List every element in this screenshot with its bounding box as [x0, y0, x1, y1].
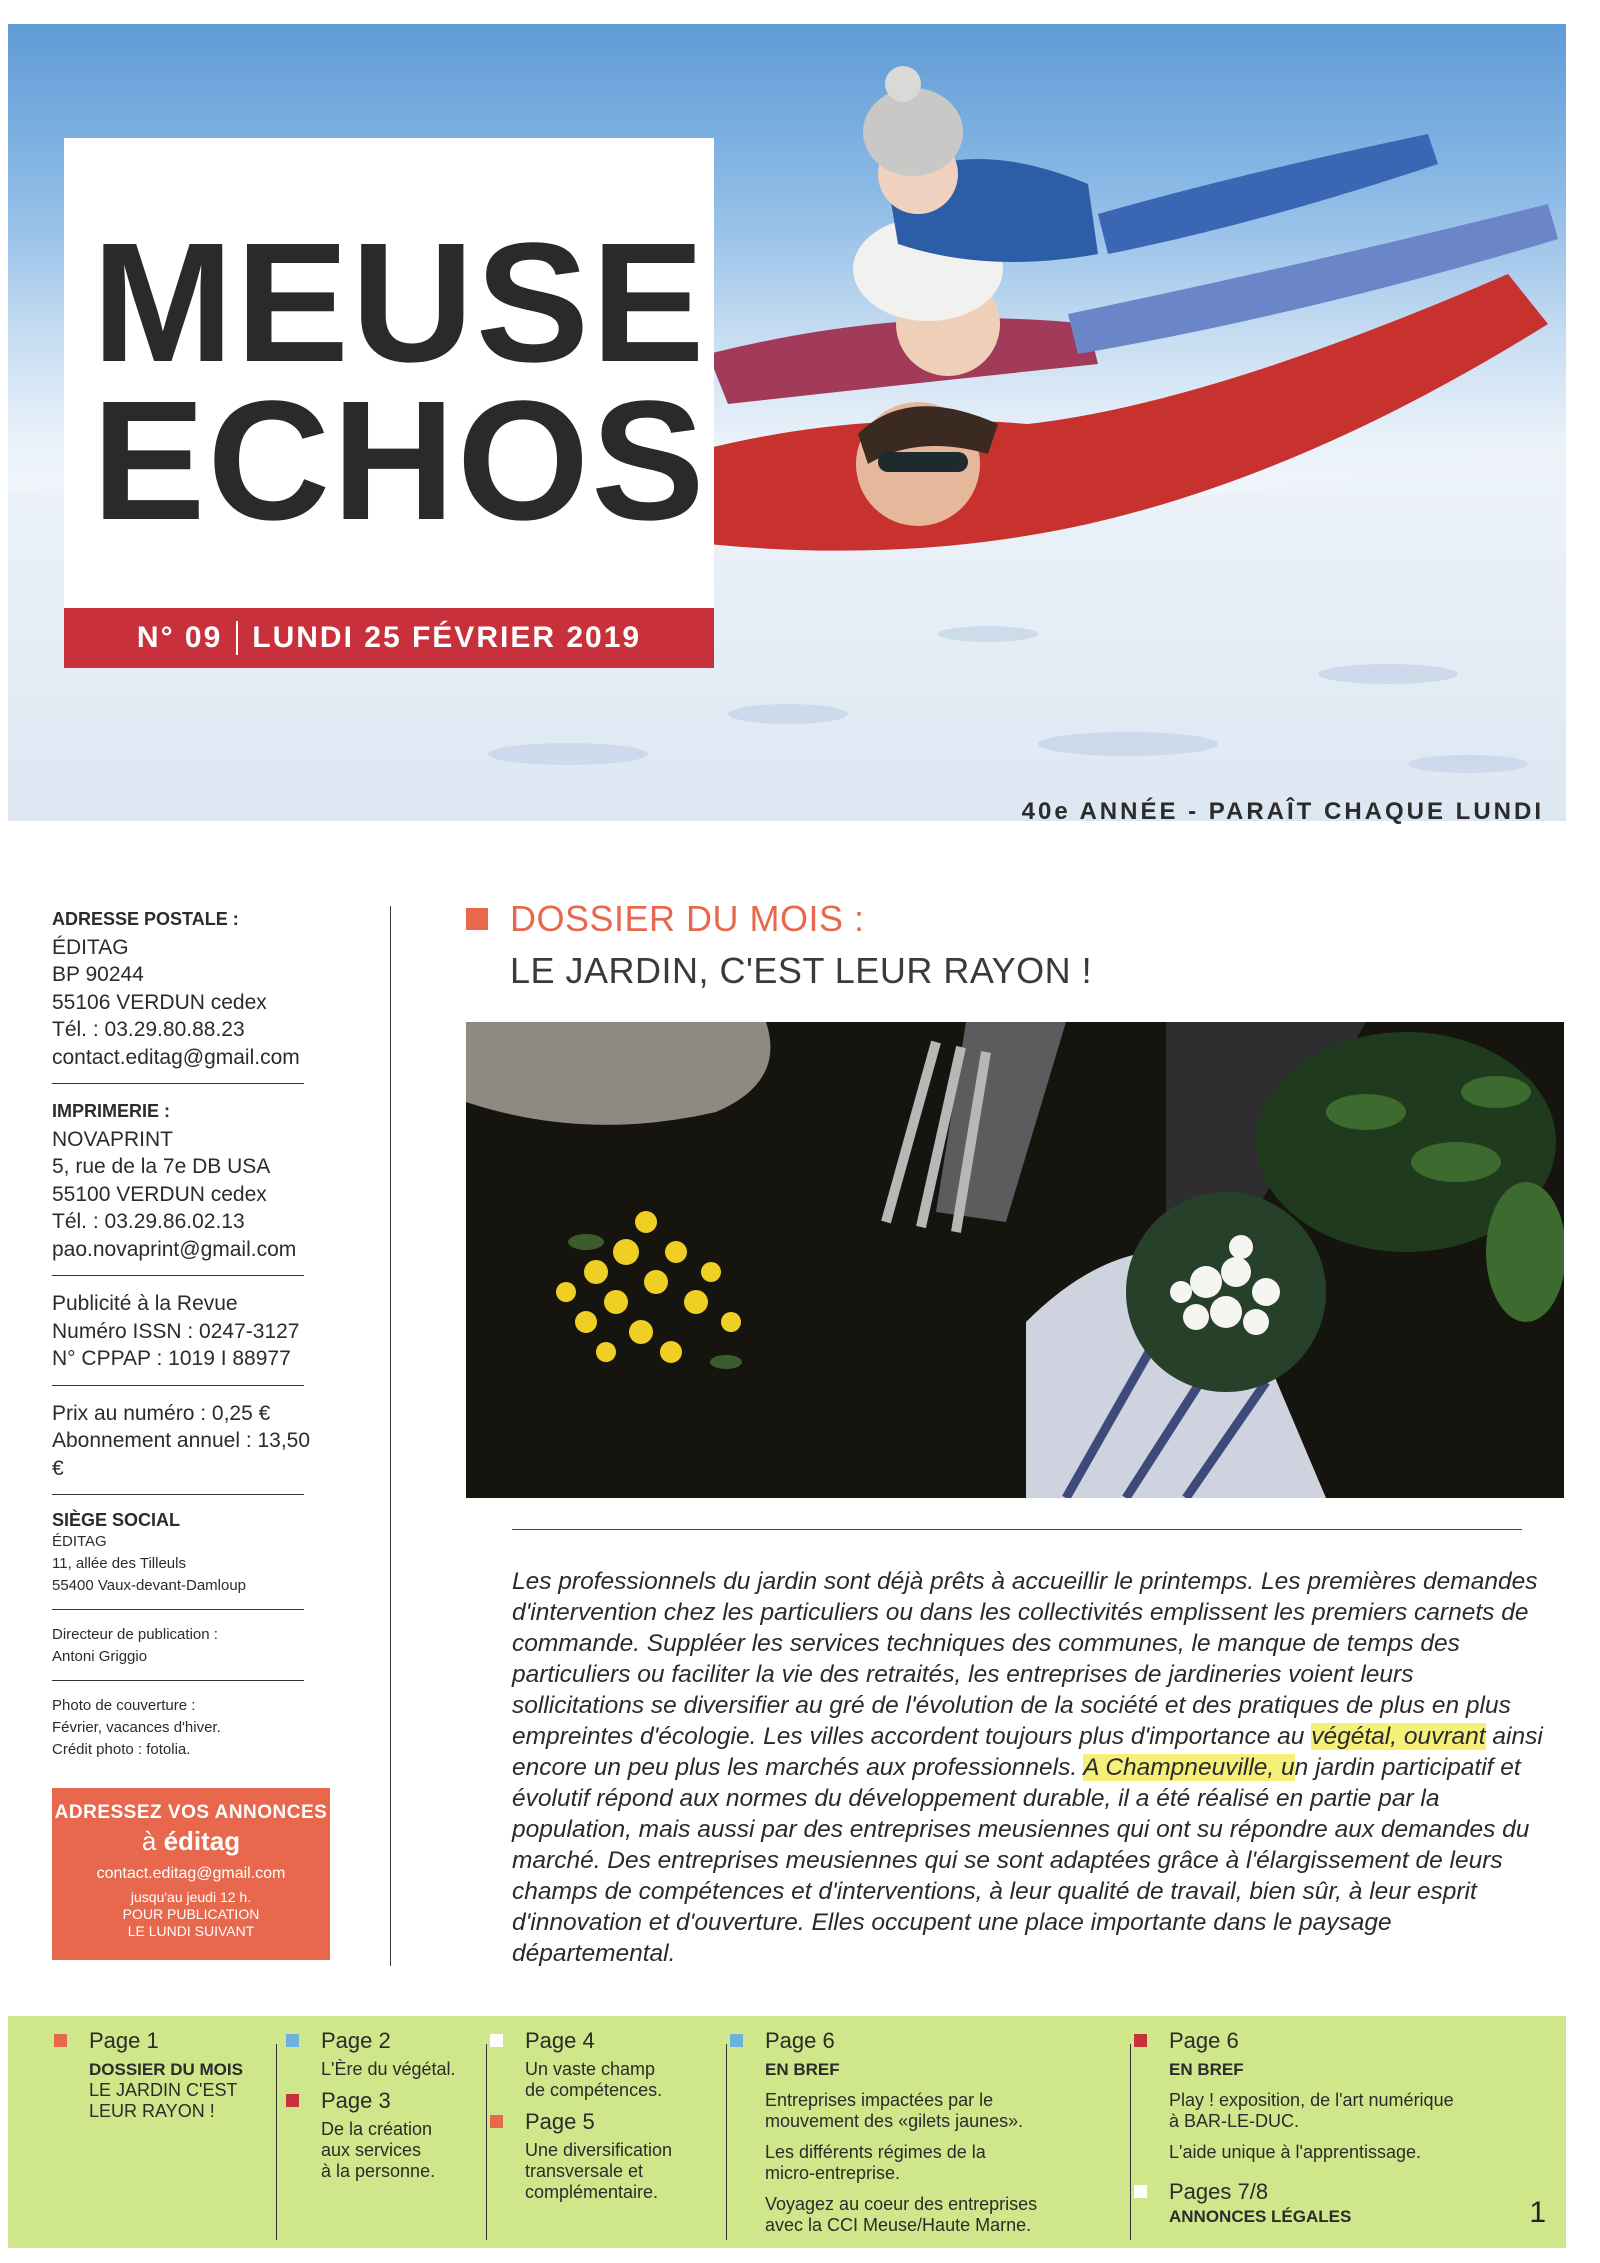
footer-divider	[486, 2044, 487, 2240]
toc-line: de compétences.	[525, 2080, 663, 2100]
toc-line: L'Ère du végétal.	[321, 2059, 456, 2079]
printer-phone: Tél. : 03.29.86.02.13	[52, 1210, 245, 1233]
article-highlight: A Champneuville, u	[1083, 1754, 1295, 1781]
masthead-title-line2: ECHOS	[92, 366, 707, 556]
toc-page-label: Page 1	[89, 2028, 159, 2053]
toc-heading: ANNONCES LÉGALES	[1169, 2207, 1352, 2226]
toc-line: Les différents régimes de la	[765, 2142, 986, 2162]
contents-footer	[8, 2016, 1566, 2248]
toc-page-label: Page 5	[525, 2109, 595, 2134]
orange-square-icon	[490, 2115, 503, 2128]
divider	[52, 1275, 304, 1276]
toc-line: Un vaste champ	[525, 2059, 656, 2079]
blue-square-icon	[730, 2034, 743, 2047]
photo-divider	[512, 1529, 1522, 1530]
price-per-issue: Prix au numéro : 0,25 €	[52, 1401, 271, 1425]
printer-label: IMPRIMERIE :	[52, 1101, 171, 1121]
ad-box-email[interactable]: contact.editag@gmail.com	[96, 1865, 286, 1882]
blue-square-icon	[286, 2034, 299, 2047]
garden-illustration	[466, 1022, 1564, 1498]
dossier-article	[512, 1566, 1552, 1969]
issue-date: LUNDI 25 FÉVRIER 2019	[252, 621, 642, 654]
toc-page-6-7-8[interactable]	[1132, 2030, 1512, 2227]
issue-bar	[64, 608, 714, 668]
deadline-line: LE LUNDI SUIVANT	[127, 1923, 255, 1939]
printer-address	[52, 1098, 312, 1263]
toc-line: aux services	[321, 2140, 422, 2160]
toc-line: Une diversification	[525, 2140, 673, 2160]
page-number: 1	[1529, 2196, 1546, 2229]
white-square-icon	[490, 2034, 503, 2047]
divider	[52, 1609, 304, 1610]
masthead-title-line1: MEUSE	[92, 208, 707, 398]
head-office	[52, 1509, 312, 1597]
dossier-title: LE JARDIN, C'EST LEUR RAYON !	[510, 950, 1093, 991]
postal-email[interactable]: contact.editag@gmail.com	[52, 1045, 300, 1069]
toc-page-label: Pages 7/8	[1169, 2179, 1269, 2204]
column-divider	[390, 906, 391, 1966]
deadline-line: POUR PUBLICATION	[122, 1906, 260, 1922]
toc-page-label: Page 6	[765, 2028, 835, 2053]
toc-line: Voyagez au coeur des entreprises	[765, 2194, 1038, 2214]
masthead-box	[64, 138, 714, 608]
toc-line: LEUR RAYON !	[89, 2101, 215, 2121]
editag-logo: éditag	[163, 1826, 241, 1856]
article-text: Les professionnels du jardin sont déjà prêts à accueillir le printemps. Les premières demandes d'intervention chez les particuliers ou dans les collectivités emplissent les premiers carnets de commande. Suppléer les services techniques des communes, le manque de temps des particuliers ou faciliter la vie des retraités, les entreprises de jardineries voient leurs sollicitations se diversifier au gré de l'évolution de la société et des pratiques de plus en plus empreintes d'écologie. Les villes accordent toujours plus d'importance au	[512, 1568, 1538, 1750]
orange-square-icon	[54, 2034, 67, 2047]
toc-line: avec la CCI Meuse/Haute Marne.	[765, 2215, 1032, 2235]
toc-line: à BAR-LE-DUC.	[1169, 2111, 1300, 2131]
toc-line: mouvement des «gilets jaunes».	[765, 2111, 1024, 2131]
toc-line: micro-entreprise.	[765, 2163, 901, 2183]
director-label: Directeur de publication :	[52, 1626, 218, 1643]
director-name: Antoni Griggio	[52, 1648, 148, 1665]
toc-line: Entreprises impactées par le	[765, 2090, 994, 2110]
toc-page-4-5[interactable]	[488, 2030, 708, 2203]
ad-submission-box	[52, 1788, 330, 1960]
toc-line: à la personne.	[321, 2161, 436, 2181]
postal-line: 55106 VERDUN cedex	[52, 990, 267, 1014]
toc-heading: EN BREF	[1169, 2060, 1244, 2079]
postal-line: BP 90244	[52, 963, 144, 986]
hq-line: 11, allée des Tilleuls	[52, 1555, 186, 1572]
ad-box-title: ADRESSEZ VOS ANNONCES	[54, 1802, 328, 1823]
footer-divider	[276, 2044, 277, 2240]
garden-photo	[466, 1022, 1564, 1498]
toc-line: Play ! exposition, de l'art numérique	[1169, 2090, 1454, 2110]
printer-email[interactable]: pao.novaprint@gmail.com	[52, 1237, 297, 1261]
cover-credit	[52, 1695, 312, 1761]
postal-line: ÉDITAG	[52, 935, 129, 959]
price-info	[52, 1400, 312, 1483]
hq-line: ÉDITAG	[52, 1533, 107, 1550]
toc-page-2-3[interactable]	[284, 2030, 484, 2182]
toc-page-label: Page 4	[525, 2028, 595, 2053]
imprint-column	[52, 906, 312, 1761]
publication-director	[52, 1624, 312, 1668]
red-square-icon	[1134, 2034, 1147, 2047]
article-highlight: végétal, ouvrant	[1311, 1723, 1486, 1750]
dossier-bullet	[466, 908, 488, 930]
toc-line: L'aide unique à l'apprentissage.	[1169, 2142, 1422, 2162]
deadline-line: jusqu'au jeudi 12 h.	[130, 1889, 252, 1905]
postal-phone: Tél. : 03.29.80.88.23	[52, 1018, 245, 1041]
printer-line: 55100 VERDUN cedex	[52, 1182, 267, 1206]
white-square-icon	[1134, 2185, 1147, 2198]
divider	[52, 1494, 304, 1495]
postal-label: ADRESSE POSTALE :	[52, 909, 239, 929]
hq-line: 55400 Vaux-devant-Damloup	[52, 1577, 247, 1594]
ad-box-to: à	[141, 1826, 157, 1856]
year-line: 40e ANNÉE - PARAÎT CHAQUE LUNDI	[1021, 798, 1544, 825]
toc-page-1[interactable]	[52, 2030, 272, 2122]
hq-label: SIÈGE SOCIAL	[52, 1510, 181, 1530]
issue-separator	[236, 621, 238, 655]
toc-line: De la création	[321, 2119, 433, 2139]
printer-line: 5, rue de la 7e DB USA	[52, 1155, 271, 1178]
toc-page-label: Page 6	[1169, 2028, 1239, 2053]
divider	[52, 1083, 304, 1084]
ad-box-brand	[52, 1826, 330, 1857]
registry-line: Publicité à la Revue	[52, 1292, 238, 1315]
divider	[52, 1385, 304, 1386]
toc-page-6-brief[interactable]	[728, 2030, 1108, 2236]
toc-line: complémentaire.	[525, 2182, 659, 2202]
printer-line: NOVAPRINT	[52, 1127, 173, 1151]
cover-credit-line: Crédit photo : fotolia.	[52, 1741, 191, 1758]
toc-line: LE JARDIN C'EST	[89, 2080, 238, 2100]
toc-heading: EN BREF	[765, 2060, 840, 2079]
red-square-icon	[286, 2094, 299, 2107]
ad-box-deadline	[52, 1889, 330, 1940]
divider	[52, 1680, 304, 1681]
issn-number: Numéro ISSN : 0247-3127	[52, 1319, 300, 1343]
cppap-number: N° CPPAP : 1019 I 88977	[52, 1347, 291, 1370]
cover-credit-line: Février, vacances d'hiver.	[52, 1719, 221, 1736]
footer-divider	[1130, 2044, 1131, 2240]
toc-heading: DOSSIER DU MOIS	[89, 2060, 243, 2079]
article-text: n jardin participatif et évolutif répond aux normes du développement durable, il a été réalisé en partie par la population, mais aussi par des entreprises meusiennes qui ont su répondre aux demandes du marché. Des entreprises meusiennes qui se sont adaptées grâce à l'élargissement de leurs champs de compétences et d'interventions, à leur qualité de travail, bien sûr, à leur esprit d'innovation et d'ouverture. Elles occupent une place importante dans le paysage départemental.	[512, 1754, 1530, 1967]
toc-page-label: Page 2	[321, 2028, 391, 2053]
article-text: ainsi encore un peu plus les marchés aux professionnels.	[512, 1723, 1543, 1781]
annual-subscription: Abonnement annuel : 13,50 €	[52, 1429, 311, 1480]
dossier-kicker: DOSSIER DU MOIS :	[510, 898, 865, 939]
footer-divider	[726, 2044, 727, 2240]
issue-number: N° 09	[136, 621, 223, 654]
cover-credit-line: Photo de couverture :	[52, 1697, 196, 1714]
registry-info	[52, 1290, 312, 1373]
toc-line: transversale et	[525, 2161, 644, 2181]
toc-page-label: Page 3	[321, 2088, 391, 2113]
postal-address	[52, 906, 312, 1071]
cover-photo	[8, 24, 1566, 821]
